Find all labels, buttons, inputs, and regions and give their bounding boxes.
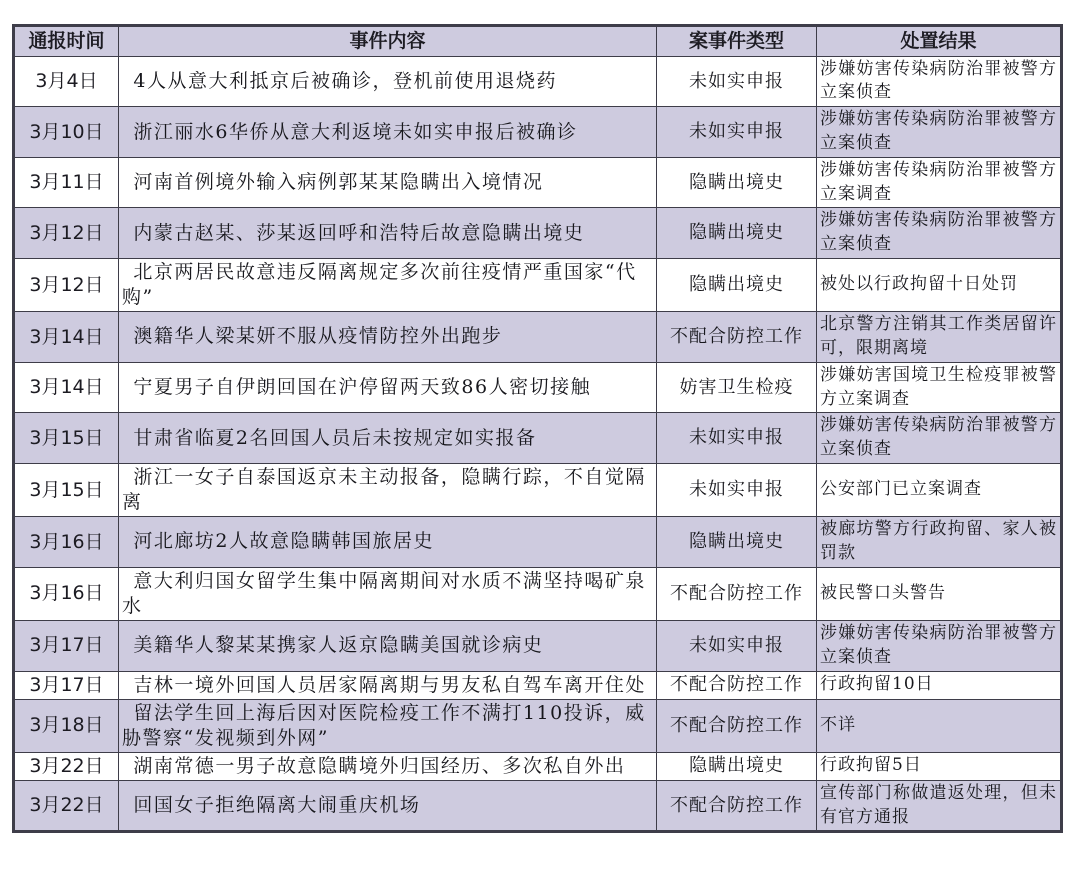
table-row: [14, 517, 1062, 568]
event-content-cell: 甘肃省临夏2名回国人员后未按规定如实报备: [119, 413, 657, 464]
event-content-cell: 河南首例境外输入病例郭某某隐瞒出入境情况: [119, 157, 657, 208]
case-type-cell: 未如实申报: [657, 56, 817, 107]
table-row: [14, 56, 1062, 107]
table-row: [14, 464, 1062, 517]
table-row: [14, 752, 1062, 780]
case-type-cell: 未如实申报: [657, 413, 817, 464]
table-row: [14, 312, 1062, 363]
disposition-result-cell: 涉嫌妨害传染病防治罪被警方立案侦查: [817, 620, 1062, 671]
header-event-content: 事件内容: [119, 26, 657, 57]
report-date-cell: 3月14日: [14, 312, 119, 363]
event-content-cell: 意大利归国女留学生集中隔离期间对水质不满坚持喝矿泉水: [119, 567, 657, 620]
disposition-result-cell: 行政拘留10日: [817, 671, 1062, 699]
incident-report-table: [12, 24, 1063, 833]
report-date-cell: 3月16日: [14, 517, 119, 568]
table-row: [14, 620, 1062, 671]
report-date-cell: 3月4日: [14, 56, 119, 107]
disposition-result-cell: 北京警方注销其工作类居留许可，限期离境: [817, 312, 1062, 363]
report-date-cell: 3月10日: [14, 107, 119, 158]
disposition-result-cell: 公安部门已立案调查: [817, 464, 1062, 517]
table-row: [14, 107, 1062, 158]
report-table-body: [14, 56, 1062, 832]
event-content-cell: 内蒙古赵某、莎某返回呼和浩特后故意隐瞒出境史: [119, 208, 657, 259]
report-date-cell: 3月22日: [14, 752, 119, 780]
case-type-cell: 妨害卫生检疫: [657, 362, 817, 413]
event-content-cell: 留法学生回上海后因对医院检疫工作不满打110投诉，威胁警察“发视频到外网”: [119, 699, 657, 752]
header-report-time: 通报时间: [14, 26, 119, 57]
table-row: [14, 780, 1062, 832]
event-content-cell: 澳籍华人梁某妍不服从疫情防控外出跑步: [119, 312, 657, 363]
disposition-result-cell: 涉嫌妨害传染病防治罪被警方立案调查: [817, 157, 1062, 208]
case-type-cell: 不配合防控工作: [657, 312, 817, 363]
report-date-cell: 3月16日: [14, 567, 119, 620]
event-content-cell: 宁夏男子自伊朗回国在沪停留两天致86人密切接触: [119, 362, 657, 413]
disposition-result-cell: 涉嫌妨害传染病防治罪被警方立案侦查: [817, 107, 1062, 158]
event-content-cell: 北京两居民故意违反隔离规定多次前往疫情严重国家“代购”: [119, 259, 657, 312]
disposition-result-cell: 被民警口头警告: [817, 567, 1062, 620]
case-type-cell: 隐瞒出境史: [657, 259, 817, 312]
table-row: [14, 699, 1062, 752]
disposition-result-cell: 涉嫌妨害传染病防治罪被警方立案侦查: [817, 208, 1062, 259]
table-row: [14, 413, 1062, 464]
table-row: [14, 671, 1062, 699]
report-date-cell: 3月15日: [14, 413, 119, 464]
case-type-cell: 不配合防控工作: [657, 780, 817, 832]
disposition-result-cell: 宣传部门称做遣返处理，但未有官方通报: [817, 780, 1062, 832]
table-row: [14, 208, 1062, 259]
case-type-cell: 不配合防控工作: [657, 671, 817, 699]
event-content-cell: 浙江一女子自泰国返京未主动报备，隐瞒行踪，不自觉隔离: [119, 464, 657, 517]
case-type-cell: 未如实申报: [657, 620, 817, 671]
disposition-result-cell: 不详: [817, 699, 1062, 752]
event-content-cell: 美籍华人黎某某携家人返京隐瞒美国就诊病史: [119, 620, 657, 671]
case-type-cell: 不配合防控工作: [657, 567, 817, 620]
disposition-result-cell: 涉嫌妨害国境卫生检疫罪被警方立案调查: [817, 362, 1062, 413]
header-row: [14, 26, 1062, 57]
report-date-cell: 3月11日: [14, 157, 119, 208]
disposition-result-cell: 被处以行政拘留十日处罚: [817, 259, 1062, 312]
event-content-cell: 回国女子拒绝隔离大闹重庆机场: [119, 780, 657, 832]
event-content-cell: 湖南常德一男子故意隐瞒境外归国经历、多次私自外出: [119, 752, 657, 780]
case-type-cell: 未如实申报: [657, 464, 817, 517]
report-date-cell: 3月15日: [14, 464, 119, 517]
report-date-cell: 3月12日: [14, 259, 119, 312]
table-row: [14, 362, 1062, 413]
event-content-cell: 4人从意大利抵京后被确诊，登机前使用退烧药: [119, 56, 657, 107]
report-date-cell: 3月12日: [14, 208, 119, 259]
report-date-cell: 3月17日: [14, 671, 119, 699]
case-type-cell: 隐瞒出境史: [657, 157, 817, 208]
header-disposition: 处置结果: [817, 26, 1062, 57]
event-content-cell: 吉林一境外回国人员居家隔离期与男友私自驾车离开住处: [119, 671, 657, 699]
case-type-cell: 隐瞒出境史: [657, 208, 817, 259]
table-row: [14, 157, 1062, 208]
report-date-cell: 3月17日: [14, 620, 119, 671]
case-type-cell: 隐瞒出境史: [657, 752, 817, 780]
report-date-cell: 3月18日: [14, 699, 119, 752]
table-header: [14, 26, 1062, 57]
report-date-cell: 3月14日: [14, 362, 119, 413]
report-date-cell: 3月22日: [14, 780, 119, 832]
event-content-cell: 河北廊坊2人故意隐瞒韩国旅居史: [119, 517, 657, 568]
case-type-cell: 不配合防控工作: [657, 699, 817, 752]
disposition-result-cell: 被廊坊警方行政拘留、家人被罚款: [817, 517, 1062, 568]
table-row: [14, 259, 1062, 312]
event-content-cell: 浙江丽水6华侨从意大利返境未如实申报后被确诊: [119, 107, 657, 158]
header-case-type: 案事件类型: [657, 26, 817, 57]
case-type-cell: 隐瞒出境史: [657, 517, 817, 568]
table-row: [14, 567, 1062, 620]
case-type-cell: 未如实申报: [657, 107, 817, 158]
disposition-result-cell: 涉嫌妨害传染病防治罪被警方立案侦查: [817, 413, 1062, 464]
disposition-result-cell: 涉嫌妨害传染病防治罪被警方立案侦查: [817, 56, 1062, 107]
disposition-result-cell: 行政拘留5日: [817, 752, 1062, 780]
